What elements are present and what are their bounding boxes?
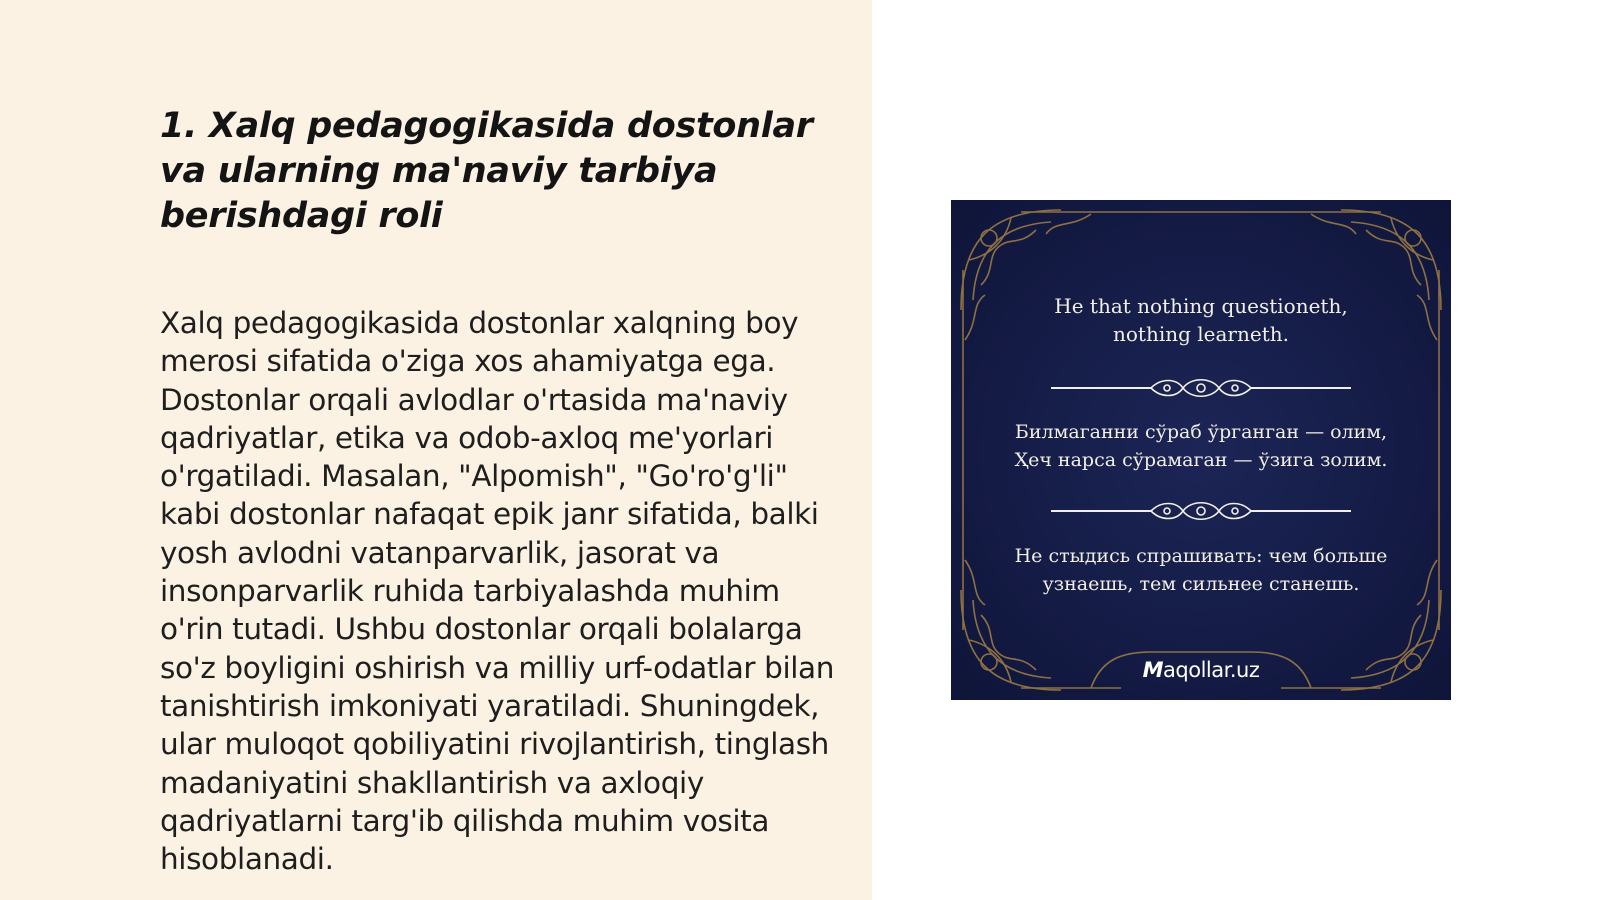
brand-mark: M <box>1142 658 1164 682</box>
quote-russian-line-1: Не стыдись спрашивать: чем больше <box>1014 545 1388 567</box>
quote-russian-line-2: узнаешь, тем сильнее станешь. <box>1042 573 1360 595</box>
quote-uzbek-line-1: Билмаганни сўраб ўрганган — олим, <box>1014 421 1388 443</box>
quote-russian <box>951 542 1451 598</box>
quote-uzbek-line-2: Ҳеч нарса сўрамаган — ўзига золим. <box>1014 449 1388 471</box>
ornamental-divider <box>1051 373 1351 403</box>
quote-english-line-2: nothing learneth. <box>1113 322 1289 346</box>
quote-english-line-1: He that nothing questioneth, <box>1054 294 1348 318</box>
brand-name: aqollar.uz <box>1163 658 1260 682</box>
slide-title: 1. Xalq pedagogikasida dostonlar va ularning ma'naviy tarbiya berishdagi roli <box>160 106 813 236</box>
quote-uzbek <box>951 418 1451 474</box>
brand-logo <box>951 658 1451 682</box>
slide-body-text: Xalq pedagogikasida dostonlar xalqning boy merosi sifatida o'ziga xos ahamiyatga ega. Dostonlar orqali avlodlar o'rtasida ma'naviy qadriyatlar, etika va odob-axloq me'yorlari o'rgatiladi. Masalan, "Alpomish", "Go'ro'g'li" kabi dostonlar nafaqat epik janr sifatida, balki yosh avlodni vatanparvarlik, jasorat va insonparvarlik ruhida tarbiyalashda muhim o'rin tutadi. Ushbu dostonlar orqali bolalarga so'z boyligini oshirish va milliy urf-odatlar bilan tanishtirish imkoniyati yaratiladi. Shuningdek, ular muloqot qobiliyatini rivojlantirish, tinglash madaniyatini shakllantirish va axloqiy qadriyatlarni targ'ib qilishda muhim vosita hisoblanadi. <box>160 306 835 877</box>
ornamental-divider <box>1051 496 1351 526</box>
quote-english <box>951 292 1451 348</box>
quote-image <box>951 200 1451 700</box>
